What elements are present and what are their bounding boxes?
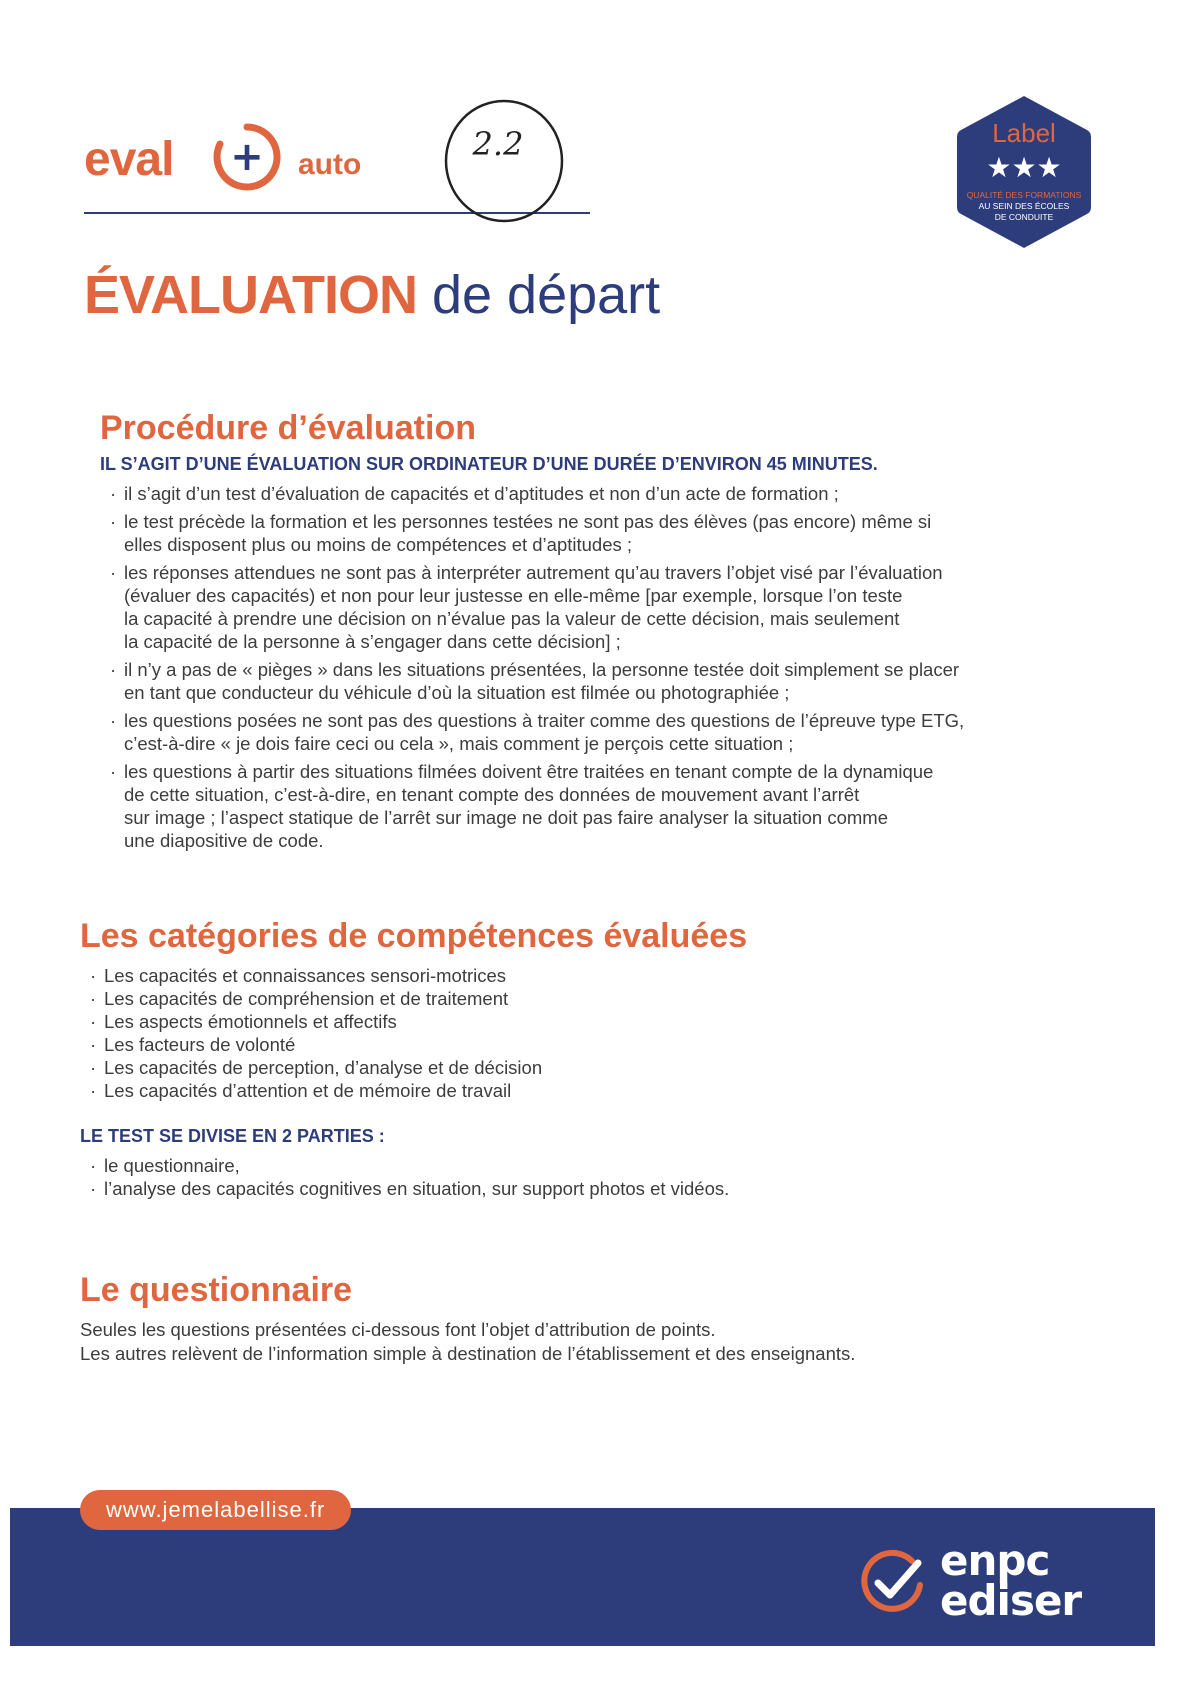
website-link[interactable]: www.jemelabellise.fr [80, 1490, 351, 1530]
procedure-heading: Procédure d’évaluation [100, 409, 476, 447]
check-circle-icon [860, 1549, 926, 1615]
list-item: · Les capacités d’attention et de mémoire de travail [88, 1079, 988, 1102]
list-item-line: · les réponses attendues ne sont pas à interpréter autrement qu’au travers l’objet visé par l’évaluation [124, 562, 943, 583]
badge-line2: AU SEIN DES ÉCOLES [978, 201, 1070, 211]
badge-line3: DE CONDUITE [994, 212, 1054, 222]
list-item [108, 709, 1108, 755]
list-item-line: une diapositive de code. [124, 830, 324, 851]
badge-line1: QUALITÉ DES FORMATIONS [966, 190, 1082, 200]
list-item: · Les capacités et connaissances sensori-motrices [88, 964, 988, 987]
title-part2: de départ [416, 265, 661, 325]
list-item [108, 482, 1108, 505]
logo-plus-icon [212, 122, 282, 192]
questionnaire-heading: Le questionnaire [80, 1271, 353, 1309]
procedure-list [108, 482, 1108, 857]
handwritten-circle-note [438, 95, 568, 225]
list-item-line: la capacité à prendre une décision on n’évalue pas la valeur de cette décision, mais seulement [124, 608, 900, 629]
list-item-line: (évaluer des capacités) et non pour leur justesse en elle-même [par exemple, lorsque l’on teste [124, 585, 903, 606]
handwritten-note-text: 2.2 [472, 125, 524, 163]
list-item: · l’analyse des capacités cognitives en situation, sur support photos et vidéos. [88, 1177, 988, 1200]
questionnaire-intro [80, 1318, 1080, 1366]
list-item: · le questionnaire, [88, 1154, 988, 1177]
logo-auto-text: auto [298, 148, 362, 181]
parts-list [88, 1154, 988, 1200]
logo-eval-text: eval [84, 133, 174, 186]
list-item [108, 561, 1108, 653]
list-item-line: en tant que conducteur du véhicule d’où la situation est filmée ou photographiée ; [124, 682, 790, 703]
parts-heading: LE TEST SE DIVISE EN 2 PARTIES : [80, 1126, 385, 1146]
eval-auto-logo [84, 110, 384, 200]
list-item-line: · il s’agit d’un test d’évaluation de capacités et d’aptitudes et non d’un acte de formation ; [124, 483, 839, 504]
list-item-line: · les questions à partir des situations filmées doivent être traitées en tenant compte de la dynamique [124, 761, 934, 782]
label-quality-badge [953, 92, 1095, 252]
brand-ediser: ediser [940, 1576, 1082, 1625]
list-item-line: · il n’y a pas de « pièges » dans les situations présentées, la personne testée doit simplement se placer [124, 659, 960, 680]
list-item-line: elles disposent plus ou moins de compétences et d’aptitudes ; [124, 534, 633, 555]
list-item [108, 510, 1108, 556]
list-item-line: · le test précède la formation et les personnes testées ne sont pas des élèves (pas encore) même si [124, 511, 932, 532]
questionnaire-line: Seules les questions présentées ci-dessous font l’objet d’attribution de points. [80, 1319, 716, 1340]
categories-heading: Les catégories de compétences évaluées [80, 917, 748, 955]
badge-title: Label [992, 118, 1056, 148]
list-item-line: de cette situation, c’est-à-dire, en tenant compte des données de mouvement avant l’arrêt [124, 784, 860, 805]
questionnaire-line: Les autres relèvent de l’information simple à destination de l’établissement et des enseignants. [80, 1343, 856, 1364]
list-item: · Les aspects émotionnels et affectifs [88, 1010, 988, 1033]
enpc-ediser-logo [860, 1535, 1100, 1627]
list-item-line: sur image ; l’aspect statique de l’arrêt sur image ne doit pas faire analyser la situation comme [124, 807, 889, 828]
list-item: · Les capacités de perception, d’analyse et de décision [88, 1056, 988, 1079]
list-item-line: la capacité de la personne à s’engager dans cette décision] ; [124, 631, 621, 652]
categories-list [88, 964, 988, 1102]
title-part1: ÉVALUATION [84, 265, 417, 325]
page-title [84, 260, 660, 330]
list-item-line: · les questions posées ne sont pas des questions à traiter comme des questions de l’épreuve type ETG, [124, 710, 965, 731]
list-item [108, 760, 1108, 852]
list-item-line: c’est-à-dire « je dois faire ceci ou cela », mais comment je perçois cette situation ; [124, 733, 794, 754]
procedure-intro: IL S’AGIT D’UNE ÉVALUATION SUR ORDINATEUR D’UNE DURÉE D’ENVIRON 45 MINUTES. [100, 454, 878, 474]
logo-plus-sign: + [230, 134, 264, 180]
list-item: · Les capacités de compréhension et de traitement [88, 987, 988, 1010]
list-item [108, 658, 1108, 704]
brand-enpc: enpc [940, 1536, 1050, 1585]
list-item: · Les facteurs de volonté [88, 1033, 988, 1056]
badge-stars: ★★★ [986, 151, 1062, 184]
